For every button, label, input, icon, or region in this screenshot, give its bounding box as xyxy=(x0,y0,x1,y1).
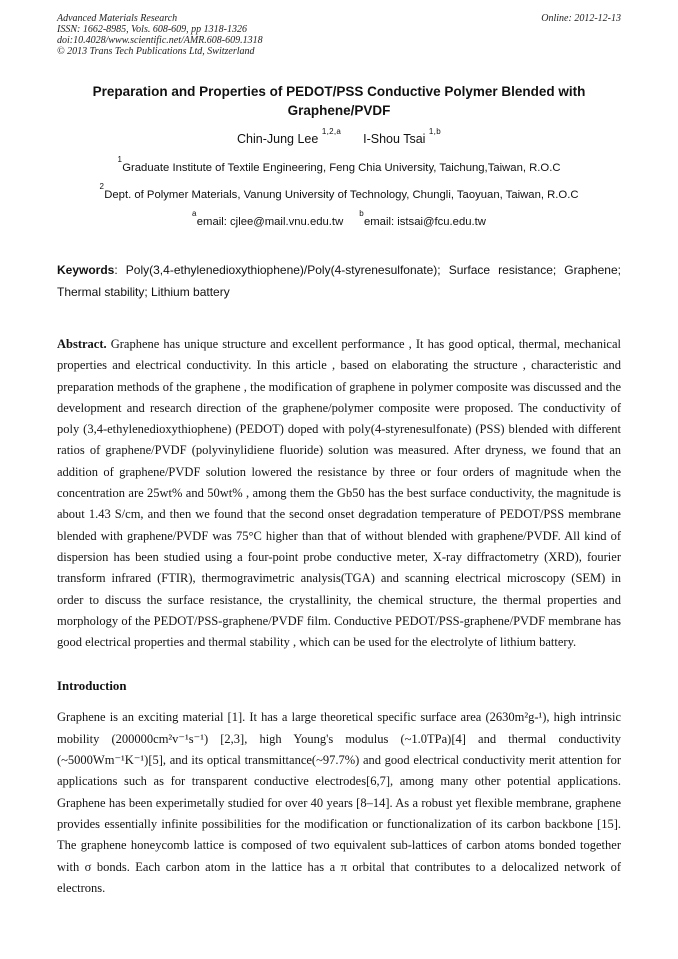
introduction-paragraph: Graphene is an exciting material [1]. It has a large theoretical specific surface area (2630m²g-¹), high intrinsic mobility (200000cm²v⁻¹s⁻¹) [2,3], high Young's modulus (~1.0TPa)[4] and thermal conductivity (~5000Wm⁻¹K⁻¹)[5], and its optical transmittance(~97.7%) and good electrical conductivity merit attention for applications such as for transparent conductive electrodes[6,7], among many other potential applications. Graphene has been experimetally studied for over 40 years [8–14]. As a robust yet flexible membrane, graphene provides essentially infinite possibilities for the modification or functionalization of its carbon backbone [15]. The graphene honeycomb lattice is composed of two equivalent sub-lattices of carbon atoms bonded together with σ bonds. Each carbon atom in the lattice has a π orbital that contributes to a delocalized network of electrons. xyxy=(57,710,621,895)
author-name: I-Shou Tsai xyxy=(363,132,426,146)
paper-title: Preparation and Properties of PEDOT/PSS Conductive Polymer Blended with Graphene/PVDF xyxy=(92,84,586,118)
authors-line xyxy=(57,126,621,147)
email-text: email: istsai@fcu.edu.tw xyxy=(363,216,486,228)
affiliation-superscript: 2 xyxy=(99,182,105,192)
email-text: email: cjlee@mail.vnu.edu.tw xyxy=(196,216,344,228)
abstract-text: Graphene has unique structure and excellent performance , It has good optical, thermal, mechanical properties and electrical conductivity. In this article , based on elaborating the structure , characteristic and preparation methods of the graphene , the modification of graphene in polymer composite was discussed and the development and research direction of the graphene/polymer composite were proposed. The conductivity of poly (3,4-ethylenedioxythiophene) (PEDOT) doped with poly(4-styrenesulfonate) (PSS) blended with different ratios of graphene/PVDF (polyvinylidiene fluoride) solution was measured. After dryness, we found that an addition of graphene/PVDF solution lowered the resistance by three or four orders of magnitude when the concentration are 25wt% and 50wt% , among them the Gb50 has the best surface conductivity, the magnitude is about 1.43 S/cm, and then we found that the second onset degradation temperature of PEDOT/PSS membrane blended with graphene/PVDF was 75°C higher than that of without blended with graphene/PVDF. All kind of dispersion has been studied using a four-point probe conductive meter, X-ray diffractometry (XRD), fourier transform infrared (FTIR), thermogravimetric analysis(TGA) and scanning electrical microscopy (SEM) in order to discuss the surface resistance, the crystallinity, the chemical structure, the thermal properties and morphology of the PEDOT/PSS-graphene/PVDF film. Conductive PEDOT/PSS-graphene/PVDF membrane has good electrical properties and thermal stability , which can be used for the electrolyte of lithium battery. xyxy=(57,337,621,650)
abstract-block xyxy=(57,334,621,653)
abstract-label: Abstract. xyxy=(57,337,107,351)
keywords-block xyxy=(57,259,621,303)
email-superscript: a xyxy=(192,209,197,219)
journal-header xyxy=(57,0,621,57)
keywords-separator: : xyxy=(114,263,118,277)
keywords-text: Poly(3,4-ethylenedioxythiophene)/Poly(4-styrenesulfonate); Surface resistance; Graphene; Thermal stability; Lithium battery xyxy=(57,263,621,299)
email-superscript: b xyxy=(359,209,364,219)
affiliation-1 xyxy=(57,155,621,175)
author-1 xyxy=(237,126,342,146)
affiliation-superscript: 1 xyxy=(117,155,123,165)
email-a xyxy=(192,209,344,228)
affiliation-2 xyxy=(57,182,621,202)
copyright-line: © 2013 Trans Tech Publications Ltd, Switzerland xyxy=(57,46,255,57)
affiliation-text: Dept. of Polymer Materials, Vanung University of Technology, Chungli, Taoyuan, Taiwan, R.O.C xyxy=(104,189,579,201)
author-superscript: 1,2,a xyxy=(321,126,342,136)
keywords-label: Keywords xyxy=(57,263,115,277)
emails-line xyxy=(57,209,621,229)
section-heading-introduction: Introduction xyxy=(57,679,127,694)
journal-info-block xyxy=(57,13,263,57)
doi-line: doi:10.4028/www.scientific.net/AMR.608-609.1318 xyxy=(57,35,263,46)
affiliation-text: Graduate Institute of Textile Engineering, Feng Chia University, Taichung,Taiwan, R.O.C xyxy=(122,162,561,174)
journal-name: Advanced Materials Research xyxy=(57,13,178,24)
online-date: Online: 2012-12-13 xyxy=(541,13,621,24)
page-content xyxy=(57,0,621,899)
email-b xyxy=(359,209,486,228)
author-2 xyxy=(363,126,441,146)
author-name: Chin-Jung Lee xyxy=(237,132,319,146)
author-superscript: 1,b xyxy=(428,126,441,136)
issn-line: ISSN: 1662-8985, Vols. 608-609, pp 1318-1326 xyxy=(57,24,247,35)
